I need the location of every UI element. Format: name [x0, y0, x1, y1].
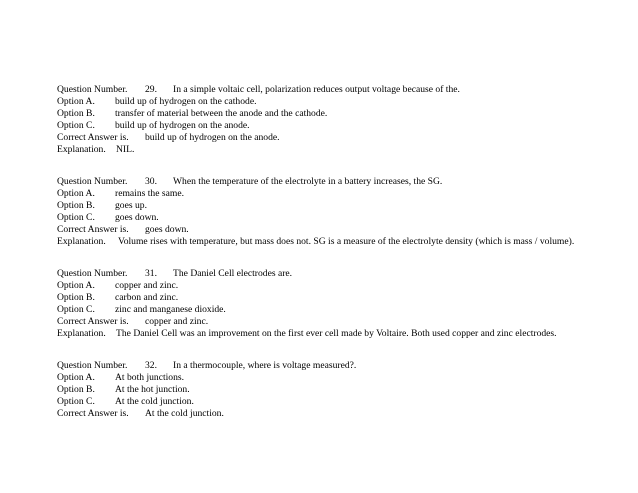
option-label: Option A.	[57, 280, 95, 291]
question-text: When the temperature of the electrolyte in a battery increases, the SG.	[173, 176, 443, 187]
option-c-line	[57, 304, 226, 316]
question-number: 31.	[145, 268, 157, 279]
question-line	[57, 84, 460, 96]
option-b-line	[57, 384, 190, 396]
explanation-line	[57, 328, 557, 340]
option-text: carbon and zinc.	[115, 292, 179, 303]
option-label: Option B.	[57, 292, 95, 303]
answer-text: copper and zinc.	[145, 316, 209, 327]
option-text: At the cold junction.	[115, 396, 194, 407]
option-text: build up of hydrogen on the anode.	[115, 120, 250, 131]
answer-line	[57, 408, 224, 420]
option-a-line	[57, 372, 184, 384]
option-c-line	[57, 396, 194, 408]
option-text: At both junctions.	[115, 372, 185, 383]
option-label: Option B.	[57, 108, 95, 119]
question-text: In a thermocouple, where is voltage measured?.	[173, 360, 357, 371]
option-label: Option B.	[57, 200, 95, 211]
question-line	[57, 268, 292, 280]
question-number: 29.	[145, 84, 157, 95]
question-label: Question Number.	[57, 176, 128, 187]
answer-text: At the cold junction.	[145, 408, 224, 419]
question-line	[57, 176, 442, 188]
answer-line	[57, 316, 208, 328]
option-text: goes up.	[115, 200, 147, 211]
option-a-line	[57, 280, 178, 292]
answer-text: goes down.	[145, 224, 189, 235]
answer-label: Correct Answer is.	[57, 132, 129, 143]
question-text: The Daniel Cell electrodes are.	[173, 268, 293, 279]
option-text: transfer of material between the anode and the cathode.	[115, 108, 328, 119]
question-label: Question Number.	[57, 84, 128, 95]
explanation-text: NIL.	[116, 144, 135, 155]
option-c-line	[57, 120, 250, 132]
option-b-line	[57, 292, 178, 304]
option-b-line	[57, 200, 147, 212]
option-text: copper and zinc.	[115, 280, 179, 291]
option-label: Option C.	[57, 212, 95, 223]
answer-label: Correct Answer is.	[57, 408, 129, 419]
answer-label: Correct Answer is.	[57, 316, 129, 327]
answer-text: build up of hydrogen on the anode.	[145, 132, 280, 143]
option-label: Option C.	[57, 120, 95, 131]
option-label: Option C.	[57, 304, 95, 315]
answer-line	[57, 224, 189, 236]
explanation-text: Volume rises with temperature, but mass does not. SG is a measure of the electrolyte density (which is mass / volume).	[118, 236, 575, 247]
option-text: At the hot junction.	[115, 384, 190, 395]
option-b-line	[57, 108, 327, 120]
explanation-line	[57, 236, 574, 248]
answer-line	[57, 132, 280, 144]
option-a-line	[57, 188, 184, 200]
question-text: In a simple voltaic cell, polarization reduces output voltage because of the.	[173, 84, 460, 95]
question-label: Question Number.	[57, 360, 128, 371]
question-line	[57, 360, 356, 372]
explanation-label: Explanation.	[57, 236, 106, 247]
explanation-line	[57, 144, 134, 156]
option-label: Option A.	[57, 372, 95, 383]
explanation-text: The Daniel Cell was an improvement on the first ever cell made by Voltaire. Both used copper and zinc electrodes.	[116, 328, 557, 339]
option-text: build up of hydrogen on the cathode.	[115, 96, 257, 107]
option-text: remains the same.	[115, 188, 184, 199]
option-label: Option C.	[57, 396, 95, 407]
option-text: goes down.	[115, 212, 159, 223]
option-text: zinc and manganese dioxide.	[115, 304, 226, 315]
explanation-label: Explanation.	[57, 328, 106, 339]
option-label: Option A.	[57, 96, 95, 107]
option-label: Option A.	[57, 188, 95, 199]
question-label: Question Number.	[57, 268, 128, 279]
answer-label: Correct Answer is.	[57, 224, 129, 235]
explanation-label: Explanation.	[57, 144, 106, 155]
option-label: Option B.	[57, 384, 95, 395]
option-c-line	[57, 212, 159, 224]
option-a-line	[57, 96, 256, 108]
question-number: 30.	[145, 176, 157, 187]
question-number: 32.	[145, 360, 157, 371]
